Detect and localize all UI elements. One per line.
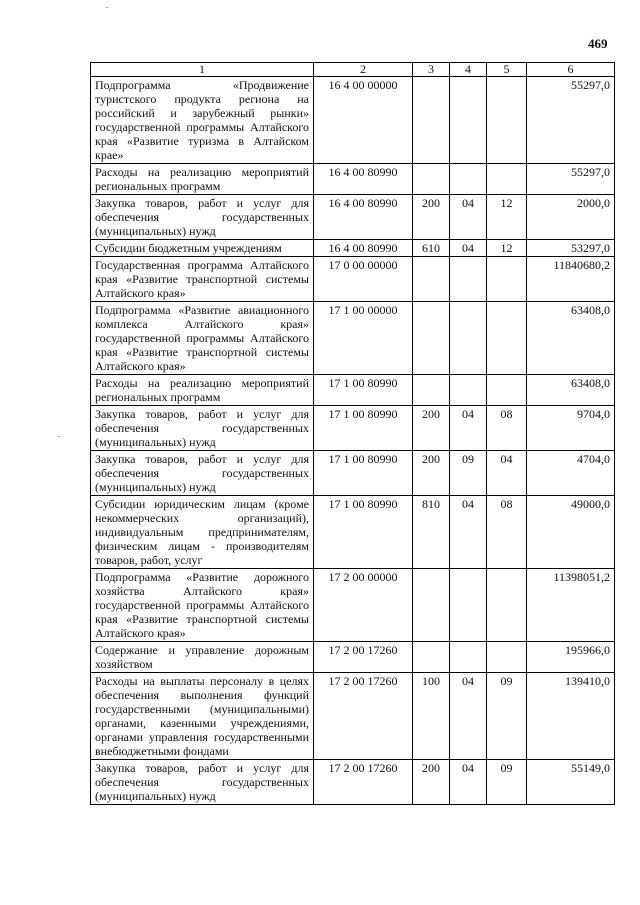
amount-cell: 139410,0: [527, 673, 615, 760]
section-cell: 04: [450, 673, 487, 760]
target-code-cell: 17 1 00 80990: [314, 406, 413, 451]
amount-cell: 195966,0: [527, 642, 615, 673]
section-cell: [450, 257, 487, 302]
item-name-cell: Субсидии бюджетным учреждениям: [91, 240, 314, 257]
section-cell: 09: [450, 451, 487, 496]
subsection-cell: [487, 77, 527, 164]
amount-cell: 49000,0: [527, 496, 615, 569]
target-code-cell: 16 4 00 80990: [314, 240, 413, 257]
expense-type-cell: [413, 375, 450, 406]
target-code-cell: 16 4 00 80990: [314, 195, 413, 240]
subsection-cell: [487, 375, 527, 406]
section-cell: 04: [450, 496, 487, 569]
item-name-cell: Закупка товаров, работ и услуг для обеспечения государственных (муниципальных) нужд: [91, 406, 314, 451]
target-code-cell: 17 1 00 80990: [314, 496, 413, 569]
item-name-cell: Содержание и управление дорожным хозяйством: [91, 642, 314, 673]
target-code-cell: 17 2 00 17260: [314, 642, 413, 673]
table-row: [91, 569, 615, 642]
item-name-cell: Подпрограмма «Развитие дорожного хозяйства Алтайского края» государственной программы Алтайского края «Развитие транспортной системы Алтайского края»: [91, 569, 314, 642]
amount-cell: 11398051,2: [527, 569, 615, 642]
table-body: [91, 77, 615, 805]
section-cell: [450, 77, 487, 164]
subsection-cell: [487, 257, 527, 302]
section-cell: [450, 302, 487, 375]
column-header: 1: [91, 63, 314, 77]
table-row: [91, 496, 615, 569]
subsection-cell: 09: [487, 673, 527, 760]
section-cell: 04: [450, 760, 487, 805]
expense-type-cell: 100: [413, 673, 450, 760]
table-row: [91, 195, 615, 240]
target-code-cell: 17 0 00 00000: [314, 257, 413, 302]
subsection-cell: 09: [487, 760, 527, 805]
amount-cell: 2000,0: [527, 195, 615, 240]
table-header-row: [91, 63, 615, 77]
section-cell: [450, 569, 487, 642]
table-row: [91, 257, 615, 302]
item-name-cell: Закупка товаров, работ и услуг для обеспечения государственных (муниципальных) нужд: [91, 760, 314, 805]
item-name-cell: Расходы на выплаты персоналу в целях обеспечения выполнения функций государственными (муниципальными) органами, казенными учреждениями, органами управления государственными внебюджетными фондами: [91, 673, 314, 760]
item-name-cell: Субсидии юридическим лицам (кроме некоммерческих организаций), индивидуальным предпринимателям, физическим лицам - производителям товаров, работ, услуг: [91, 496, 314, 569]
expense-type-cell: [413, 164, 450, 195]
subsection-cell: [487, 164, 527, 195]
expense-type-cell: 200: [413, 760, 450, 805]
target-code-cell: 17 2 00 17260: [314, 760, 413, 805]
item-name-cell: Подпрограмма «Продвижение туристского продукта региона на российский и зарубежный рынки» государственной программы Алтайского края «Развитие туризма в Алтайском крае»: [91, 77, 314, 164]
column-header: 5: [487, 63, 527, 77]
table-row: [91, 164, 615, 195]
section-cell: 04: [450, 240, 487, 257]
amount-cell: 63408,0: [527, 302, 615, 375]
expense-type-cell: [413, 642, 450, 673]
item-name-cell: Закупка товаров, работ и услуг для обеспечения государственных (муниципальных) нужд: [91, 451, 314, 496]
table-row: [91, 302, 615, 375]
subsection-cell: [487, 569, 527, 642]
expense-type-cell: 200: [413, 451, 450, 496]
table-row: [91, 642, 615, 673]
table-row: [91, 451, 615, 496]
expense-type-cell: 200: [413, 406, 450, 451]
expense-type-cell: 610: [413, 240, 450, 257]
expense-type-cell: 810: [413, 496, 450, 569]
amount-cell: 55297,0: [527, 164, 615, 195]
item-name-cell: Расходы на реализацию мероприятий региональных программ: [91, 375, 314, 406]
section-cell: [450, 375, 487, 406]
subsection-cell: 08: [487, 406, 527, 451]
table-row: [91, 375, 615, 406]
target-code-cell: 17 1 00 80990: [314, 375, 413, 406]
subsection-cell: 08: [487, 496, 527, 569]
target-code-cell: 17 1 00 00000: [314, 302, 413, 375]
item-name-cell: Подпрограмма «Развитие авиационного комплекса Алтайского края» государственной программы Алтайского края «Развитие транспортной системы Алтайского края»: [91, 302, 314, 375]
target-code-cell: 16 4 00 00000: [314, 77, 413, 164]
target-code-cell: 17 1 00 80990: [314, 451, 413, 496]
expense-type-cell: [413, 569, 450, 642]
subsection-cell: 04: [487, 451, 527, 496]
amount-cell: 11840680,2: [527, 257, 615, 302]
expense-type-cell: 200: [413, 195, 450, 240]
scan-speck: [58, 436, 60, 437]
item-name-cell: Государственная программа Алтайского края «Развитие транспортной системы Алтайского края»: [91, 257, 314, 302]
amount-cell: 4704,0: [527, 451, 615, 496]
amount-cell: 53297,0: [527, 240, 615, 257]
target-code-cell: 16 4 00 80990: [314, 164, 413, 195]
section-cell: 04: [450, 406, 487, 451]
table-row: [91, 240, 615, 257]
column-header: 6: [527, 63, 615, 77]
expense-type-cell: [413, 77, 450, 164]
subsection-cell: [487, 642, 527, 673]
section-cell: 04: [450, 195, 487, 240]
column-header: 3: [413, 63, 450, 77]
section-cell: [450, 164, 487, 195]
item-name-cell: Закупка товаров, работ и услуг для обеспечения государственных (муниципальных) нужд: [91, 195, 314, 240]
expense-type-cell: [413, 302, 450, 375]
scan-speck: [106, 7, 108, 8]
column-header: 4: [450, 63, 487, 77]
section-cell: [450, 642, 487, 673]
column-header: 2: [314, 63, 413, 77]
page-number: 469: [588, 36, 608, 51]
expense-type-cell: [413, 257, 450, 302]
subsection-cell: 12: [487, 240, 527, 257]
amount-cell: 9704,0: [527, 406, 615, 451]
budget-table: [90, 62, 615, 805]
table-row: [91, 673, 615, 760]
target-code-cell: 17 2 00 00000: [314, 569, 413, 642]
item-name-cell: Расходы на реализацию мероприятий региональных программ: [91, 164, 314, 195]
table-row: [91, 406, 615, 451]
subsection-cell: 12: [487, 195, 527, 240]
amount-cell: 55297,0: [527, 77, 615, 164]
table-row: [91, 760, 615, 805]
table-row: [91, 77, 615, 164]
subsection-cell: [487, 302, 527, 375]
target-code-cell: 17 2 00 17260: [314, 673, 413, 760]
amount-cell: 55149,0: [527, 760, 615, 805]
amount-cell: 63408,0: [527, 375, 615, 406]
